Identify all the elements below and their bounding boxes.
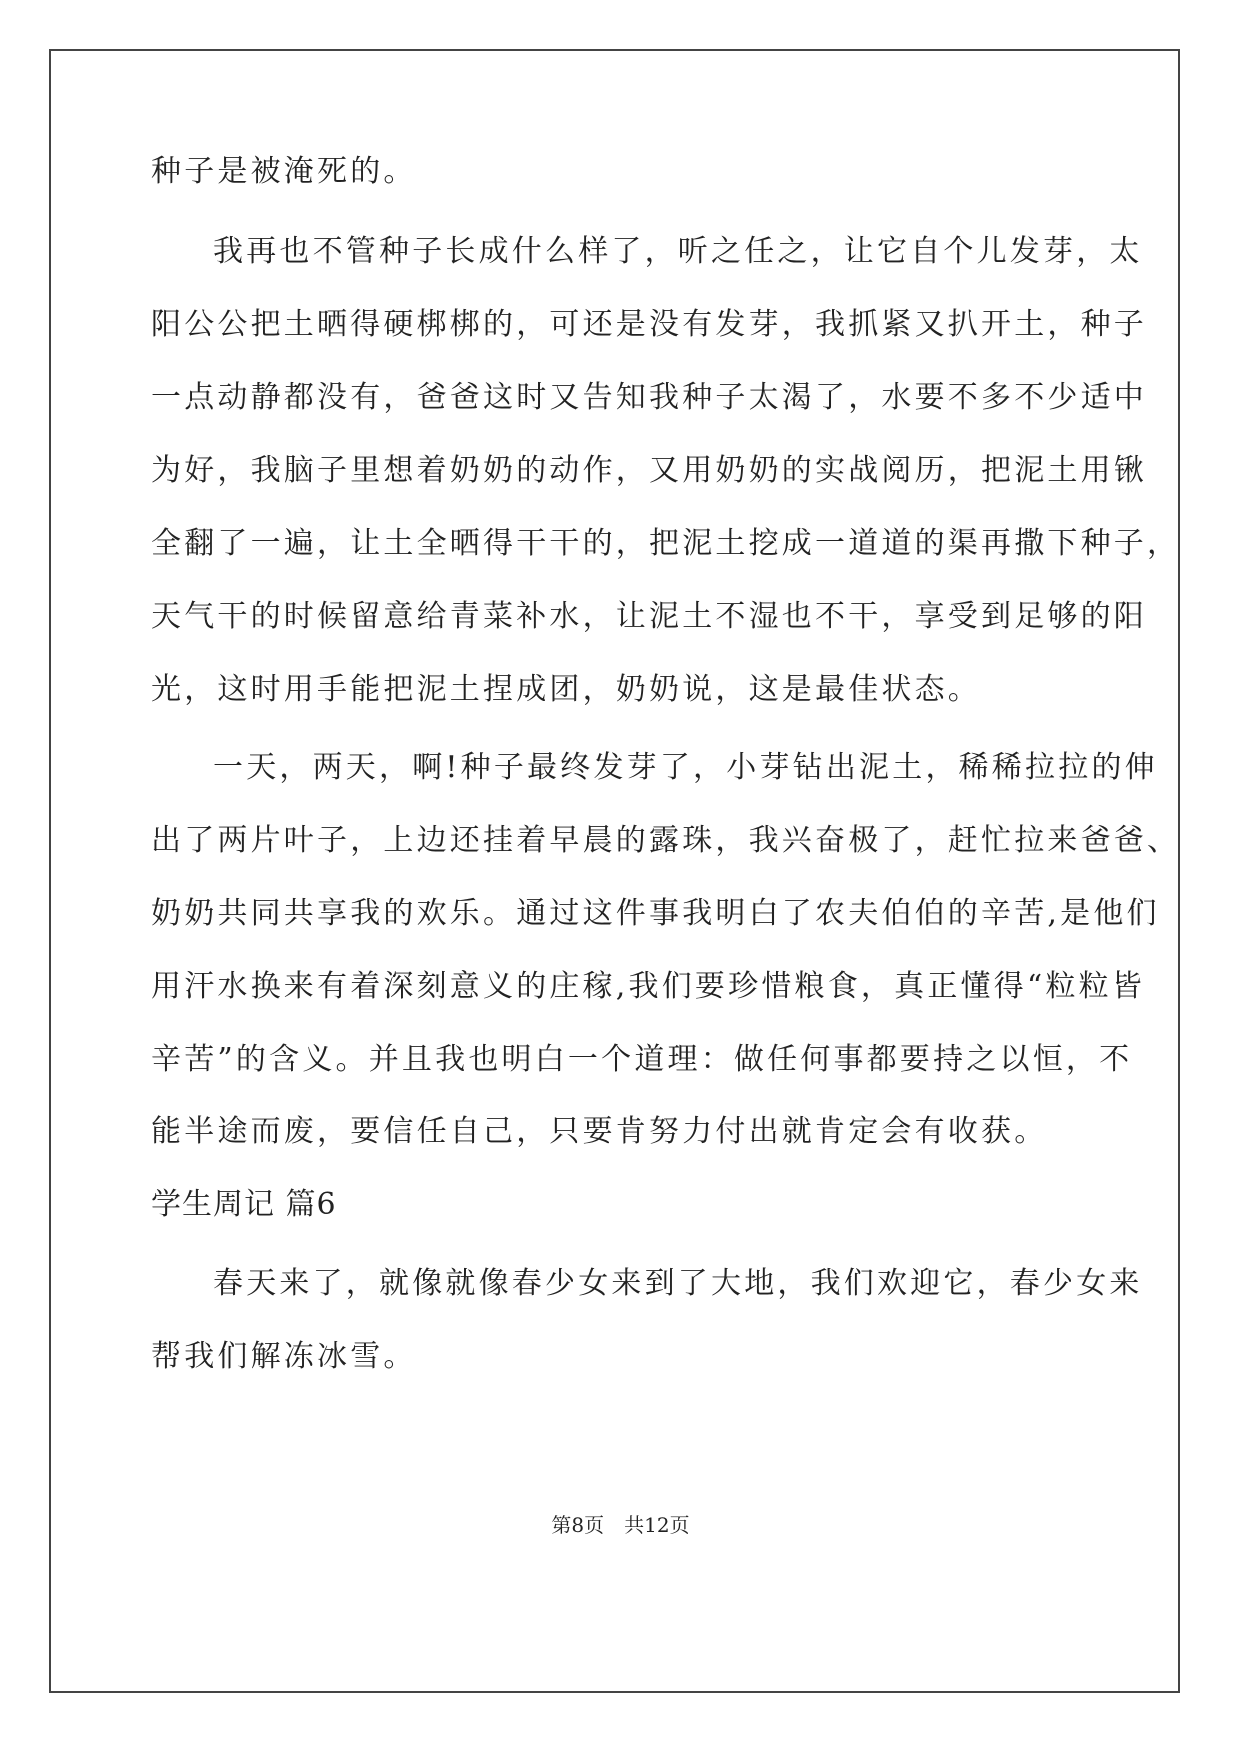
text-line: 种子是被淹死的。 xyxy=(151,154,417,189)
section-heading: 学生周记 篇6 xyxy=(151,1187,337,1222)
text-line: 出了两片叶子，上边还挂着早晨的露珠，我兴奋极了，赶忙拉来爸爸、 xyxy=(151,823,1181,858)
text-line: 辛苦”的含义。并且我也明白一个道理：做任何事都要持之以恒，不 xyxy=(151,1042,1133,1077)
text-line: 帮我们解冻冰雪。 xyxy=(151,1339,417,1374)
text-line: 为好，我脑子里想着奶奶的动作，又用奶奶的实战阅历，把泥土用锹 xyxy=(151,453,1147,488)
page-number-current: 第8页 xyxy=(551,1513,605,1537)
text-line: 阳公公把土晒得硬梆梆的，可还是没有发芽，我抓紧又扒开土，种子 xyxy=(151,307,1147,342)
text-line: 一点动静都没有，爸爸这时又告知我种子太渴了，水要不多不少适中 xyxy=(151,380,1147,415)
page-border xyxy=(49,49,1180,1693)
paragraph-start-line: 我再也不管种子长成什么样了，听之任之，让它自个儿发芽，太 xyxy=(213,234,1143,269)
page-number-total: 共12页 xyxy=(624,1513,690,1537)
text-line: 天气干的时候留意给青菜补水，让泥土不湿也不干，享受到足够的阳 xyxy=(151,599,1147,634)
text-line: 用汗水换来有着深刻意义的庄稼,我们要珍惜粮食，真正懂得“粒粒皆 xyxy=(151,969,1146,1004)
text-line: 全翻了一遍，让土全晒得干干的，把泥土挖成一道道的渠再撒下种子， xyxy=(151,526,1181,561)
text-line: 能半途而废，要信任自己，只要肯努力付出就肯定会有收获。 xyxy=(151,1114,1048,1149)
page-footer xyxy=(0,1512,1241,1538)
paragraph-start-line: 春天来了，就像就像春少女来到了大地，我们欢迎它，春少女来 xyxy=(213,1266,1143,1301)
paragraph-start-line: 一天，两天，啊!种子最终发芽了，小芽钻出泥土，稀稀拉拉的伸 xyxy=(213,750,1158,785)
text-line: 奶奶共同共享我的欢乐。通过这件事我明白了农夫伯伯的辛苦,是他们 xyxy=(151,896,1160,931)
text-line: 光，这时用手能把泥土捏成团，奶奶说，这是最佳状态。 xyxy=(151,672,981,707)
